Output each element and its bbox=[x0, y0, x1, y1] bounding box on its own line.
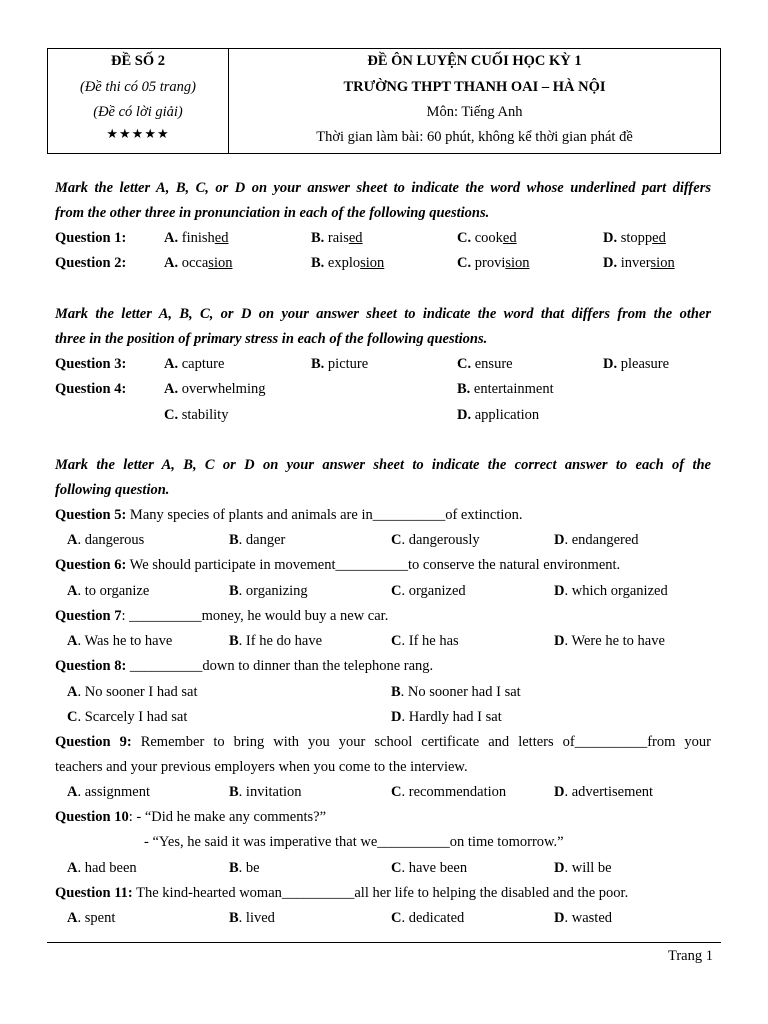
question-stem: Question 7: __________money, he would buy a new car. bbox=[55, 608, 389, 624]
option-a[interactable]: A. finished bbox=[164, 230, 229, 246]
question-stem: Question 10: - “Did he make any comments?” bbox=[55, 809, 327, 825]
option-b[interactable]: B. picture bbox=[311, 356, 369, 372]
question-stem: Question 5: Many species of plants and animals are in__________of extinction. bbox=[55, 507, 523, 523]
option-d[interactable]: D. which organized bbox=[554, 583, 668, 599]
option-c[interactable]: C. stability bbox=[164, 407, 229, 423]
option-d[interactable]: D. pleasure bbox=[603, 356, 670, 372]
option-b[interactable]: B. invitation bbox=[229, 784, 302, 800]
option-c[interactable]: C. Scarcely I had sat bbox=[67, 709, 188, 725]
section1-instruction-line2: from the other three in pronunciation in each of the following questions. bbox=[55, 205, 490, 221]
question-stem: Question 6: We should participate in movement__________to conserve the natural environment. bbox=[55, 557, 621, 573]
option-a[interactable]: A. had been bbox=[67, 860, 137, 876]
option-d[interactable]: D. Were he to have bbox=[554, 633, 665, 649]
option-c[interactable]: C. have been bbox=[391, 860, 468, 876]
option-a[interactable]: A. to organize bbox=[67, 583, 150, 599]
exam-number: ĐỀ SỐ 2 bbox=[111, 53, 165, 69]
option-b[interactable]: B. raised bbox=[311, 230, 363, 246]
option-b[interactable]: B. be bbox=[229, 860, 260, 876]
option-c[interactable]: C. organized bbox=[391, 583, 466, 599]
option-a[interactable]: A. dangerous bbox=[67, 532, 145, 548]
section2-instruction-line1: Mark the letter A, B, C, or D on your answer sheet to indicate the word that differs from the other bbox=[55, 306, 711, 322]
option-c[interactable]: C. recommendation bbox=[391, 784, 507, 800]
question-stem: Question 11: The kind-hearted woman__________all her life to helping the disabled and the poor. bbox=[55, 885, 629, 901]
option-c[interactable]: C. cooked bbox=[457, 230, 517, 246]
option-b[interactable]: B. explosion bbox=[311, 255, 385, 271]
option-a[interactable]: A. spent bbox=[67, 910, 116, 926]
question-label: Question 3: bbox=[55, 356, 127, 372]
section1-instruction-line1: Mark the letter A, B, C, or D on your answer sheet to indicate the word whose underlined part differs bbox=[55, 180, 711, 196]
exam-title: ĐỀ ÔN LUYỆN CUỐI HỌC KỲ 1 bbox=[367, 53, 582, 69]
option-a[interactable]: A. No sooner I had sat bbox=[67, 684, 198, 700]
question-stem-continued: - “Yes, he said it was imperative that we__________on time tomorrow.” bbox=[144, 834, 564, 850]
option-d[interactable]: D. endangered bbox=[554, 532, 639, 548]
page-number: Trang 1 bbox=[668, 948, 713, 964]
option-b[interactable]: B. organizing bbox=[229, 583, 308, 599]
section2-instruction-line2: three in the position of primary stress in each of the following questions. bbox=[55, 331, 488, 347]
section3-instruction-line1: Mark the letter A, B, C or D on your answer sheet to indicate the correct answer to each of the bbox=[55, 457, 711, 473]
exam-has-answers: (Đề có lời giải) bbox=[93, 104, 183, 120]
question-stem: Question 8: __________down to dinner than the telephone rang. bbox=[55, 658, 434, 674]
option-d[interactable]: D. application bbox=[457, 407, 540, 423]
option-d[interactable]: D. will be bbox=[554, 860, 612, 876]
option-d[interactable]: D. inversion bbox=[603, 255, 675, 271]
option-b[interactable]: B. danger bbox=[229, 532, 286, 548]
school-name: TRƯỜNG THPT THANH OAI – HÀ NỘI bbox=[343, 79, 606, 95]
option-a[interactable]: A. capture bbox=[164, 356, 225, 372]
subject: Môn: Tiếng Anh bbox=[426, 104, 523, 120]
option-a[interactable]: A. assignment bbox=[67, 784, 150, 800]
footer-divider bbox=[47, 942, 721, 943]
option-b[interactable]: B. lived bbox=[229, 910, 275, 926]
option-c[interactable]: C. provision bbox=[457, 255, 530, 271]
option-b[interactable]: B. entertainment bbox=[457, 381, 554, 397]
exam-page-count: (Đề thi có 05 trang) bbox=[80, 79, 196, 95]
option-d[interactable]: D. advertisement bbox=[554, 784, 654, 800]
option-c[interactable]: C. If he has bbox=[391, 633, 459, 649]
question-stem: Question 9: Remember to bring with you your school certificate and letters of__________from your bbox=[55, 734, 711, 750]
option-c[interactable]: C. dedicated bbox=[391, 910, 465, 926]
question-label: Question 2: bbox=[55, 255, 127, 271]
difficulty-stars: ★★★★★ bbox=[106, 126, 170, 141]
option-a[interactable]: A. overwhelming bbox=[164, 381, 266, 397]
question-label: Question 1: bbox=[55, 230, 127, 246]
section3-instruction-line2: following question. bbox=[55, 482, 170, 498]
question-stem-continued: teachers and your previous employers when you come to the interview. bbox=[55, 759, 468, 775]
option-a[interactable]: A. occasion bbox=[164, 255, 233, 271]
option-b[interactable]: B. No sooner had I sat bbox=[391, 684, 521, 700]
option-c[interactable]: C. ensure bbox=[457, 356, 513, 372]
time-limit: Thời gian làm bài: 60 phút, không kể thời gian phát đề bbox=[316, 129, 633, 145]
option-a[interactable]: A. Was he to have bbox=[67, 633, 173, 649]
question-label: Question 4: bbox=[55, 381, 127, 397]
option-d[interactable]: D. Hardly had I sat bbox=[391, 709, 502, 725]
option-d[interactable]: D. stopped bbox=[603, 230, 666, 246]
option-d[interactable]: D. wasted bbox=[554, 910, 612, 926]
option-b[interactable]: B. If he do have bbox=[229, 633, 323, 649]
option-c[interactable]: C. dangerously bbox=[391, 532, 480, 548]
